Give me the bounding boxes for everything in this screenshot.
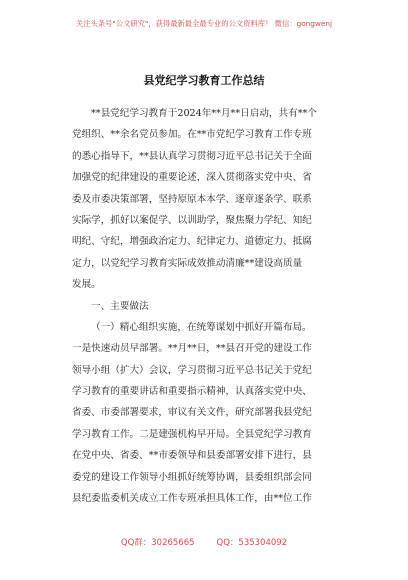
- body-text-line: 明纪、守纪，增强政治定力、纪律定力、道德定力、抵腐: [72, 236, 312, 248]
- body-text-line: 实际学，抓好以案促学、以训助学，聚焦聚力学纪、知纪: [72, 214, 312, 226]
- document-title: 县党纪学习教育工作总结: [143, 74, 265, 87]
- body-text-line: 领导小组（扩大）会议，学习贯彻习近平总书记关于党纪: [72, 364, 312, 376]
- body-text-line: **县党纪学习教育于2024年**月**日启动，共有**个: [91, 108, 317, 119]
- body-text-line: 定力，以党纪学习教育实际成效推动清廉**建设高质量: [72, 257, 303, 269]
- body-text-line: 发展。: [72, 279, 101, 291]
- body-text-line: （一）精心组织实施，在统筹谋划中抓好开篇布局。: [91, 321, 312, 333]
- contact-footer: [0, 536, 408, 548]
- body-text-line: 省委、市委部署要求，审议有关文件，研究部署我县党纪: [72, 407, 312, 419]
- body-text-line: 学习教育的重要讲话和重要指示精神，认真落实党中央、: [72, 386, 312, 398]
- body-text-line: 加强党的纪律建设的重要论述，深入贯彻落实党中央、省: [72, 172, 312, 184]
- body-text-line: 学习教育工作。二是建强机构早开局。全县党纪学习教育: [72, 428, 312, 440]
- body-text-line: 党组织、**余名党员参加。在**市党纪学习教育工作专班: [72, 129, 312, 141]
- body-text-line: 在党中央、省委、**市委领导和县委部署安排下进行，县: [72, 450, 312, 462]
- body-text-line: 一、主要做法: [91, 300, 149, 312]
- body-text-line: 一是快速动员早部署。**月**日，**县召开党的建设工作: [72, 343, 312, 355]
- document-body: [72, 103, 348, 509]
- body-text-line: 的悉心指导下，**县认真学习贯彻习近平总书记关于全面: [72, 150, 312, 162]
- promo-banner: 关注头条号"公文研究"，获得最新最全最专业的公文资料库！ 微信：gongwenj: [75, 19, 333, 28]
- body-text-line: 县纪委监委机关成立工作专班承担具体工作，由**位工作: [72, 493, 312, 505]
- body-text-line: 委党的建设工作领导小组抓好统筹协调，县委组织部会同: [72, 471, 312, 483]
- body-text-line: 委及市委决策部署，坚持原原本本学、逐章逐条学、联系: [72, 193, 312, 205]
- qq-group-number: QQ群：30265665: [120, 538, 195, 548]
- qq-number: QQ：535304092: [216, 538, 288, 548]
